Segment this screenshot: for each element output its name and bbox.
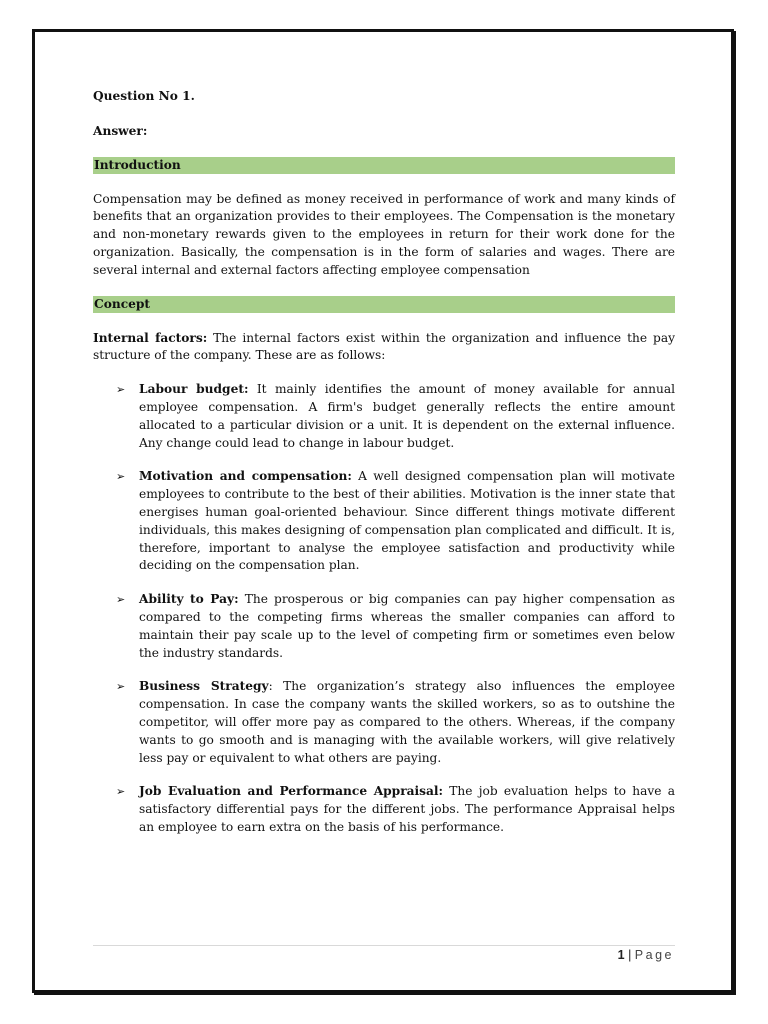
arrow-bullet-icon: ➢ — [116, 593, 126, 607]
question-title: Question No 1. — [93, 89, 195, 103]
page-footer — [618, 948, 674, 962]
factor-term: Job Evaluation and Performance Appraisal: — [139, 784, 444, 799]
arrow-bullet-icon: ➢ — [116, 470, 126, 484]
internal-factors-text: The internal factors exist within the organization and influence the pay structure of the company. These are as follows: — [93, 330, 675, 363]
factor-text: : The organization’s strategy also influences the employee compensation. In case the company wants the skilled workers, so as to outshine the competitor, will offer more pay as compared to the others. Whereas, if the company wants to go smooth and is managing with the available workers, will give relatively less pay or equivalent to what others are paying. — [139, 679, 675, 765]
page-label: Page — [634, 948, 674, 962]
introduction-paragraph: Compensation may be defined as money received in performance of work and many kinds of benefits that an organization provides to their employees. The Compensation is the monetary and non-monetary rewards given to the employees in return for their work done for the organization. Basically, the compensation is in the form of salaries and wages. There are several internal and external factors affecting employee compensation — [93, 191, 675, 277]
factor-term: Business Strategy — [139, 679, 269, 694]
list-item — [93, 468, 675, 575]
factor-text: A well designed compensation plan will motivate employees to contribute to the best of their abilities. Motivation is the inner state that energises human goal-oriented behaviour. Since different things motivate different individuals, this makes designing of compensation plan complicated and difficult. It is, therefore, important to analyse the employee satisfaction and productivity while deciding on the compensation plan. — [139, 469, 675, 573]
footer-separator: | — [628, 948, 632, 962]
introduction-heading: Introduction — [93, 157, 675, 174]
document-body — [93, 88, 675, 853]
factor-text: The job evaluation helps to have a satisfactory differential pays for the different jobs. The performance Appraisal helps an employee to earn extra on the basis of his performance. — [139, 784, 675, 834]
factor-text: The prosperous or big companies can pay higher compensation as compared to the competing firms whereas the smaller companies can afford to maintain their pay scale up to the level of competing firm or sometimes even below the industry standards. — [139, 592, 675, 660]
footer-divider — [93, 945, 675, 946]
arrow-bullet-icon: ➢ — [116, 785, 126, 799]
factors-list — [93, 381, 675, 837]
list-item — [93, 381, 675, 452]
arrow-bullet-icon: ➢ — [116, 383, 126, 397]
arrow-bullet-icon: ➢ — [116, 680, 126, 694]
factor-term: Motivation and compensation: — [139, 469, 352, 484]
internal-factors-term: Internal factors: — [93, 330, 208, 345]
factor-term: Labour budget: — [139, 382, 249, 397]
answer-label: Answer: — [93, 123, 148, 138]
internal-factors-paragraph — [93, 330, 675, 366]
concept-heading: Concept — [93, 296, 675, 313]
list-item — [93, 678, 675, 767]
factor-term: Ability to Pay: — [139, 592, 239, 607]
page-number: 1 — [617, 948, 625, 962]
list-item — [93, 783, 675, 836]
factor-text: It mainly identifies the amount of money available for annual employee compensation. A firm's budget generally reflects the entire amount allocated to a particular division or a unit. It is dependent on the external influence. Any change could lead to change in labour budget. — [139, 382, 675, 450]
list-item — [93, 591, 675, 662]
